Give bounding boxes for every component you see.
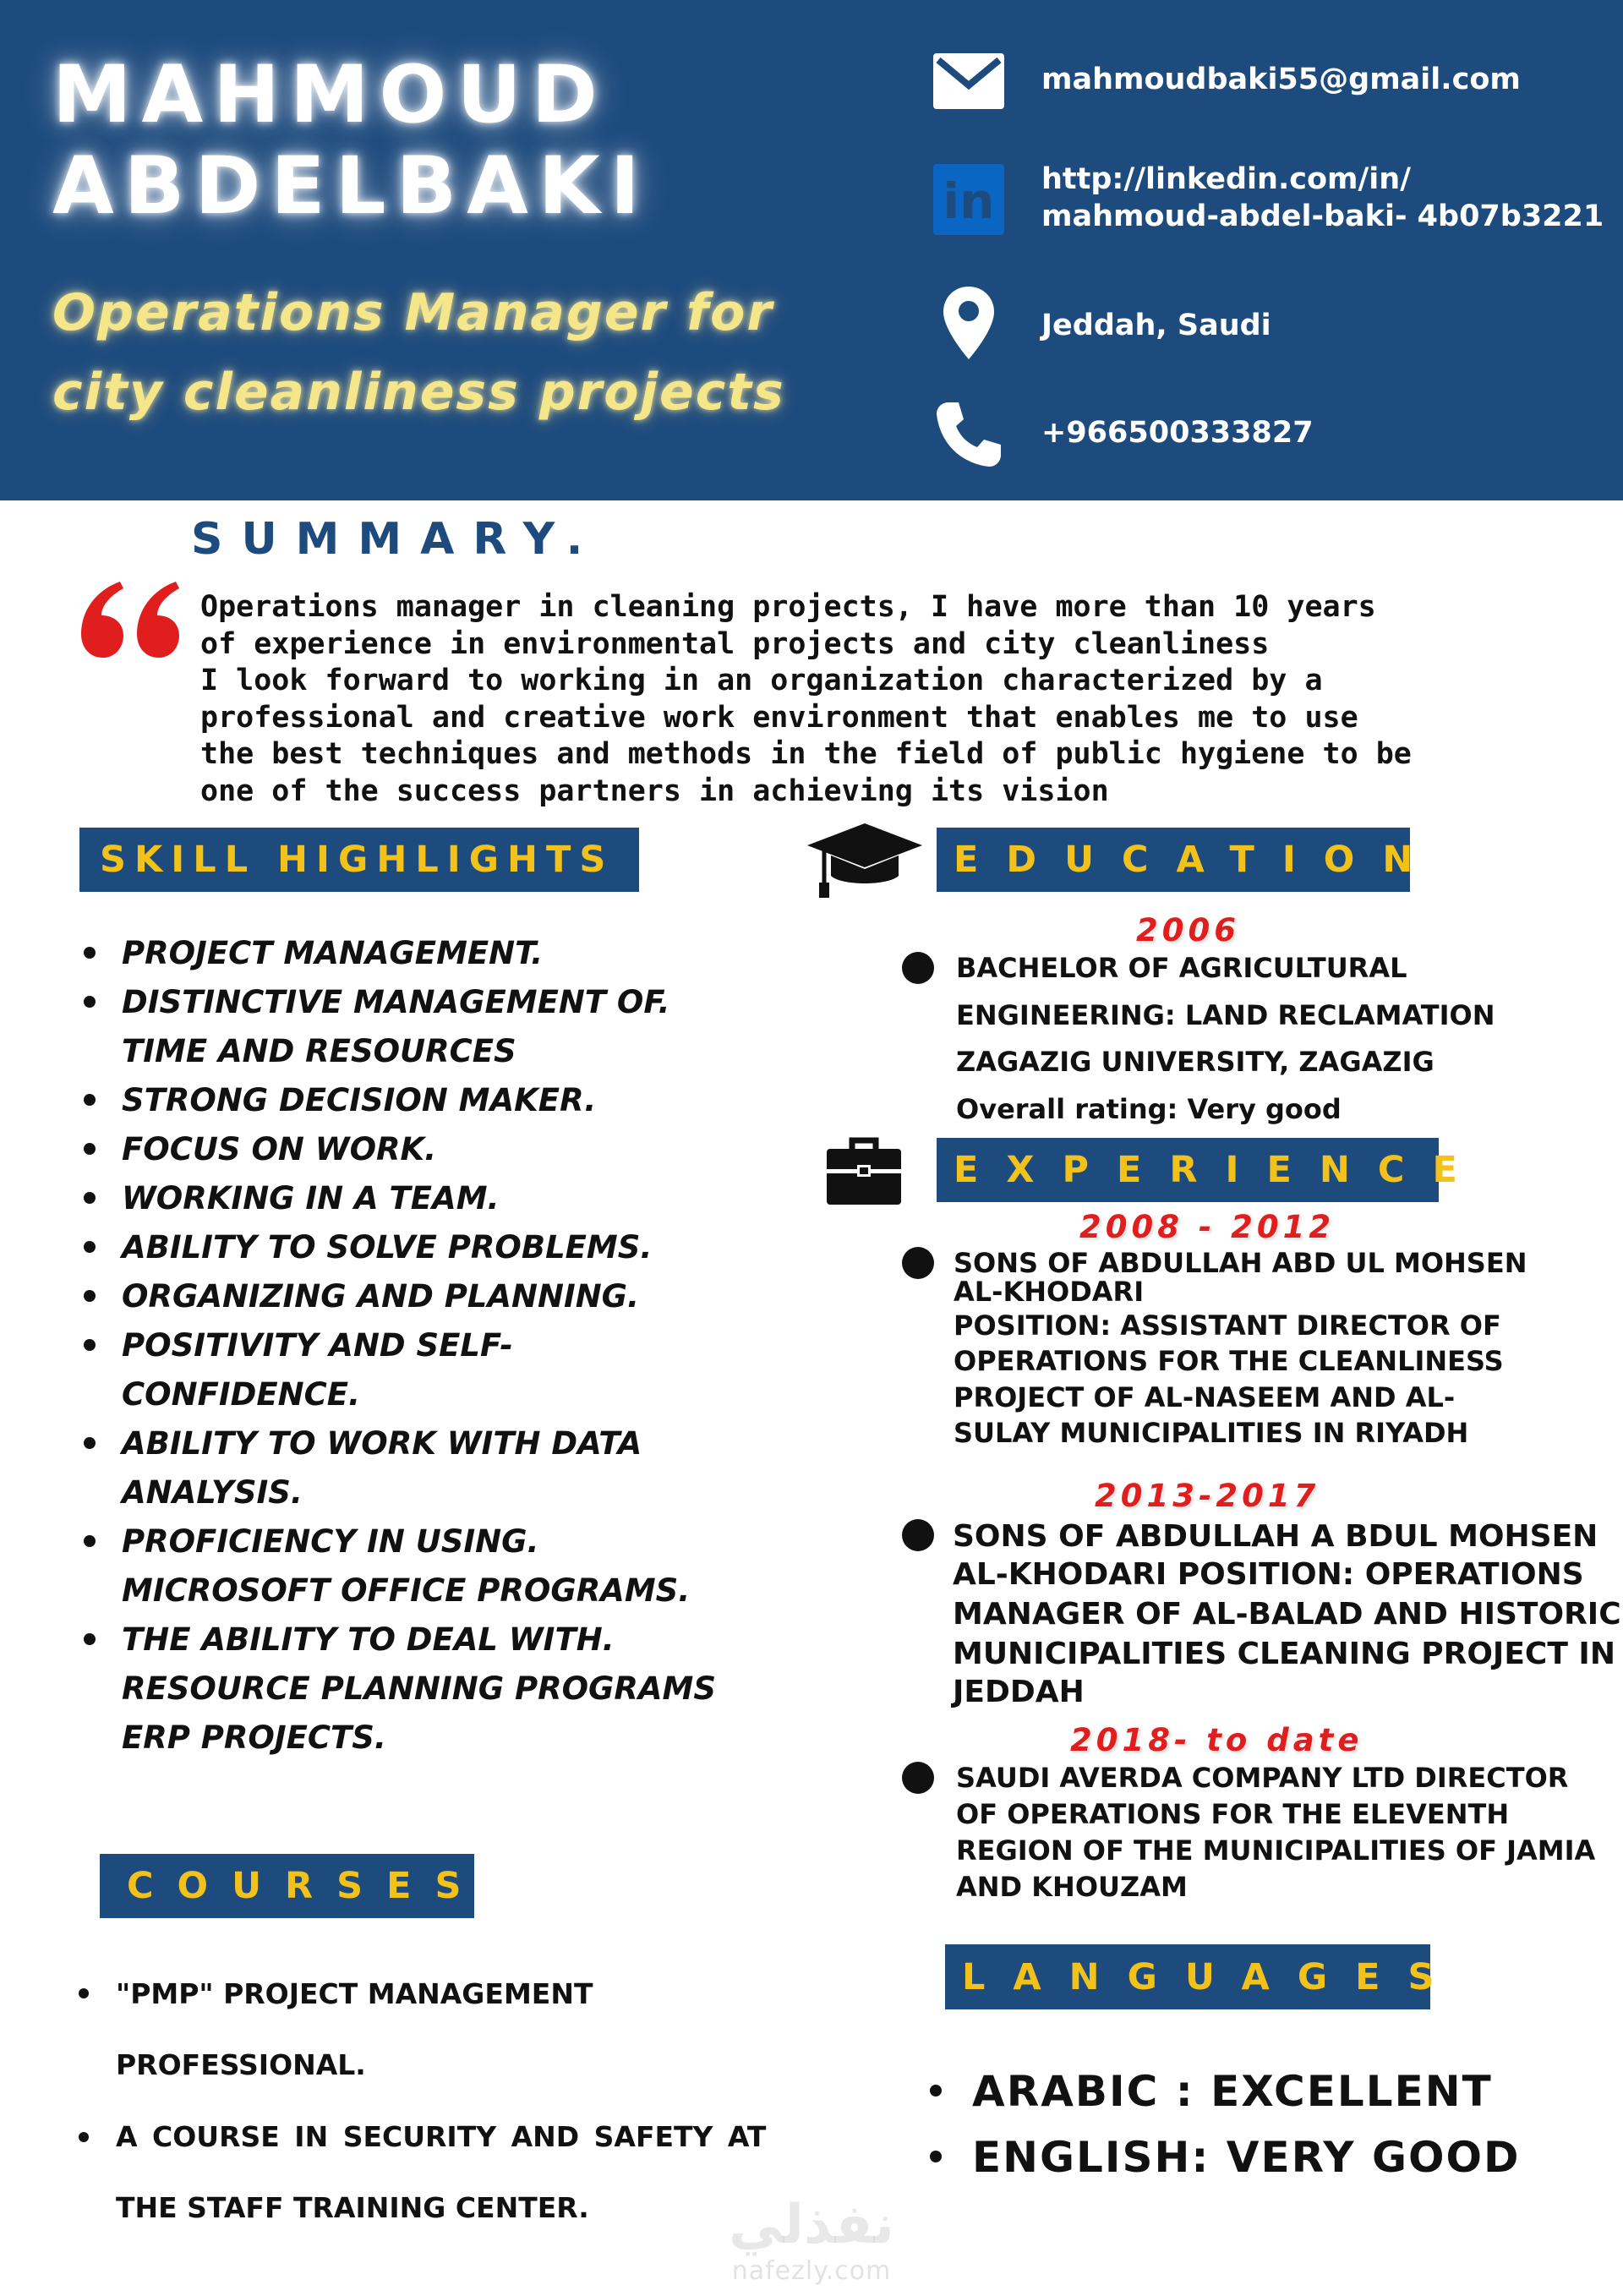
- bullet-icon: [84, 1633, 96, 1645]
- experience-line: AL-KHODARI POSITION: OPERATIONS: [953, 1557, 1584, 1592]
- skill-item: THE ABILITY TO DEAL WITH.: [122, 1621, 615, 1658]
- skill-item: MICROSOFT OFFICE PROGRAMS.: [122, 1572, 691, 1609]
- contact-linkedin-line-1[interactable]: http://linkedin.com/in/: [1041, 162, 1411, 196]
- skill-item: ERP PROJECTS.: [122, 1719, 386, 1756]
- bullet-icon: [84, 947, 96, 959]
- summary-line: Operations manager in cleaning projects, I have more than 10 years: [200, 590, 1376, 624]
- education-year: 2006: [1136, 912, 1240, 948]
- experience-line: MANAGER OF AL-BALAD AND HISTORIC: [953, 1597, 1621, 1632]
- bullet-icon: [930, 2085, 942, 2096]
- education-line: BACHELOR OF AGRICULTURAL: [956, 952, 1407, 984]
- phone-icon: [930, 396, 1008, 473]
- skill-item: ABILITY TO SOLVE PROBLEMS.: [122, 1229, 653, 1266]
- experience-line: OPERATIONS FOR THE CLEANLINESS: [954, 1345, 1504, 1377]
- experience-line: SONS OF ABDULLAH A BDUL MOHSEN: [953, 1519, 1598, 1554]
- contact-location: Jeddah, Saudi: [1041, 309, 1271, 342]
- bullet-icon: [930, 2151, 942, 2162]
- course-item: "PMP" PROJECT MANAGEMENT: [116, 1977, 593, 2010]
- contact-phone[interactable]: +966500333827: [1041, 416, 1314, 450]
- bullet-icon: [902, 1247, 934, 1279]
- skill-item: WORKING IN A TEAM.: [122, 1180, 500, 1216]
- graduation-cap-icon: [807, 823, 922, 903]
- summary-line: the best techniques and methods in the field of public hygiene to be: [200, 737, 1412, 771]
- language-item: ARABIC : EXCELLENT: [972, 2067, 1493, 2116]
- bullet-icon: [79, 1988, 89, 1998]
- experience-line: OF OPERATIONS FOR THE ELEVENTH: [956, 1798, 1510, 1830]
- skill-item: RESOURCE PLANNING PROGRAMS: [122, 1670, 716, 1707]
- experience-line: SULAY MUNICIPALITIES IN RIYADH: [954, 1417, 1469, 1449]
- bullet-icon: [84, 1290, 96, 1302]
- bullet-icon: [84, 1339, 96, 1351]
- experience-line: SONS OF ABDULLAH ABD UL MOHSEN: [954, 1247, 1527, 1279]
- education-line: Overall rating: Very good: [956, 1093, 1342, 1125]
- education-line: ENGINEERING: LAND RECLAMATION: [956, 999, 1495, 1031]
- experience-line: MUNICIPALITIES CLEANING PROJECT IN: [953, 1637, 1615, 1671]
- watermark-arabic: نفذلي: [729, 2194, 894, 2256]
- education-line: ZAGAZIG UNIVERSITY, ZAGAZIG: [956, 1046, 1434, 1078]
- summary-line: of experience in environmental projects and city cleanliness: [200, 627, 1270, 661]
- bullet-icon: [902, 1762, 934, 1794]
- bullet-icon: [84, 1241, 96, 1253]
- skill-item: PROFICIENCY IN USING.: [122, 1523, 539, 1560]
- bullet-icon: [84, 1535, 96, 1547]
- experience-year: 2008 - 2012: [1079, 1209, 1336, 1245]
- summary-heading: SUMMARY.: [191, 514, 602, 565]
- skill-item: ORGANIZING AND PLANNING.: [122, 1278, 640, 1315]
- bullet-icon: [84, 1143, 96, 1155]
- envelope-icon: [930, 42, 1008, 120]
- course-item: THE STAFF TRAINING CENTER.: [116, 2191, 589, 2224]
- experience-line: AND KHOUZAM: [956, 1871, 1188, 1903]
- course-item: A COURSE IN SECURITY AND SAFETY AT: [116, 2120, 767, 2153]
- skill-item: ANALYSIS.: [122, 1474, 303, 1511]
- bullet-icon: [84, 996, 96, 1008]
- job-title-line-2: city cleanliness projects: [52, 363, 785, 422]
- skill-item: PROJECT MANAGEMENT.: [122, 935, 544, 971]
- contact-linkedin-line-2[interactable]: mahmoud-abdel-baki- 4b07b3221: [1041, 200, 1604, 233]
- bullet-icon: [902, 952, 934, 984]
- bullet-icon: [79, 2132, 89, 2142]
- bullet-icon: [902, 1519, 934, 1551]
- skill-item: ABILITY TO WORK WITH DATA: [122, 1425, 642, 1462]
- experience-line: PROJECT OF AL-NASEEM AND AL-: [954, 1381, 1456, 1413]
- experience-line: POSITION: ASSISTANT DIRECTOR OF: [954, 1309, 1501, 1342]
- languages-heading: LANGUAGES: [945, 1944, 1430, 2009]
- skill-item: CONFIDENCE.: [122, 1376, 361, 1413]
- experience-year: 2013-2017: [1095, 1478, 1320, 1514]
- skill-item: TIME AND RESOURCES: [122, 1033, 516, 1069]
- linkedin-icon-label: in: [943, 172, 995, 230]
- skill-item: FOCUS ON WORK.: [122, 1131, 437, 1167]
- skill-item: STRONG DECISION MAKER.: [122, 1082, 597, 1118]
- name-first: MAHMOUD: [52, 49, 608, 141]
- experience-heading: EXPERIENCE: [937, 1138, 1439, 1202]
- bullet-icon: [84, 1437, 96, 1449]
- experience-line: SAUDI AVERDA COMPANY LTD DIRECTOR: [956, 1762, 1569, 1794]
- resume-header: [0, 0, 1623, 500]
- experience-line: JEDDAH: [953, 1675, 1085, 1709]
- map-pin-icon: [930, 284, 1008, 362]
- language-item: ENGLISH: VERY GOOD: [972, 2133, 1521, 2182]
- watermark: [719, 2194, 904, 2291]
- skill-item: DISTINCTIVE MANAGEMENT OF.: [122, 984, 670, 1020]
- summary-line: professional and creative work environment that enables me to use: [200, 701, 1358, 735]
- briefcase-icon: [827, 1137, 901, 1208]
- watermark-url: nafezly.com: [731, 2256, 892, 2286]
- experience-year: 2018- to date: [1070, 1722, 1363, 1758]
- skill-item: POSITIVITY AND SELF-: [122, 1327, 513, 1364]
- bullet-icon: [84, 1094, 96, 1106]
- courses-heading: COURSES: [100, 1854, 474, 1918]
- education-heading: EDUCATION: [937, 828, 1410, 892]
- skills-heading: SKILL HIGHLIGHTS: [79, 828, 639, 892]
- summary-line: one of the success partners in achieving its vision: [200, 774, 1109, 808]
- experience-line: AL-KHODARI: [954, 1276, 1145, 1308]
- name-last: ABDELBAKI: [52, 140, 650, 232]
- job-title-line-1: Operations Manager for: [52, 283, 773, 342]
- summary-line: I look forward to working in an organization characterized by a: [200, 664, 1323, 697]
- linkedin-icon: [930, 161, 1008, 238]
- experience-line: REGION OF THE MUNICIPALITIES OF JAMIA: [956, 1834, 1596, 1867]
- contact-email[interactable]: mahmoudbaki55@gmail.com: [1041, 63, 1521, 96]
- bullet-icon: [84, 1192, 96, 1204]
- quote-icon: [81, 582, 181, 661]
- course-item: PROFESSIONAL.: [116, 2048, 366, 2081]
